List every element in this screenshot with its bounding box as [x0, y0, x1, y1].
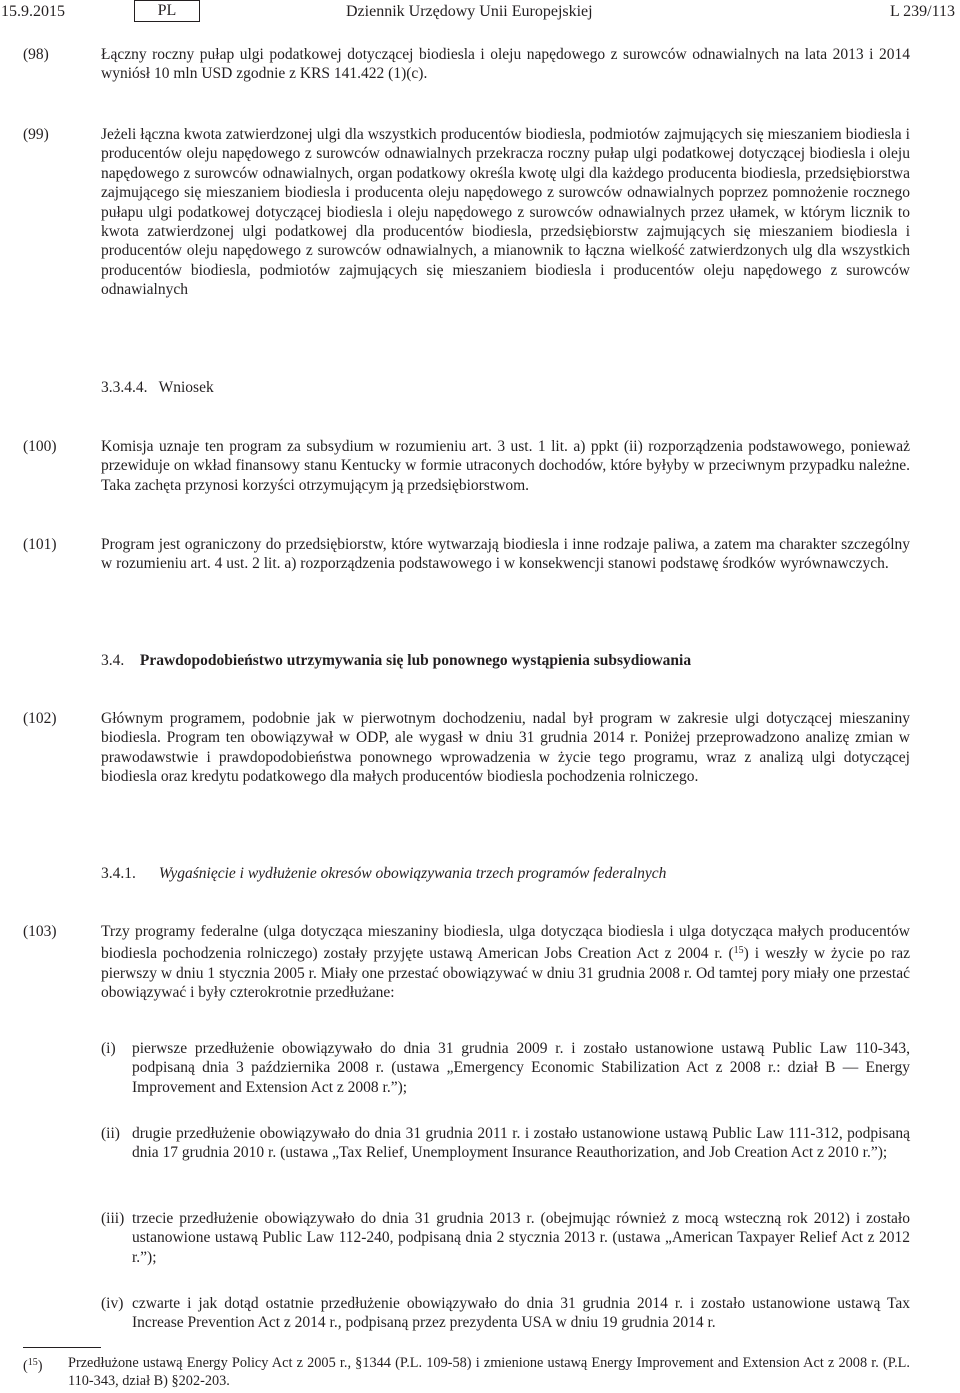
footnote-reference[interactable]: 15: [733, 945, 744, 957]
list-item-number: (iv): [101, 1295, 124, 1312]
list-item-number: (i): [101, 1040, 116, 1057]
list-item-text: czwarte i jak dotąd ostatnie przedłużenie obowiązywało do dnia 31 grudnia 2014 r. i zostało ustanowione ustawą Tax Increase Prevention Act z 2014 r., podpisaną przez prezydenta USA w dniu 19 grudnia 2014 r.: [132, 1295, 910, 1332]
paragraph-number: (100): [23, 438, 57, 455]
paragraph-text: Komisja uznaje ten program za subsydium w rozumieniu art. 3 ust. 1 lit. a) ppkt (ii) rozporządzenia podstawowego, ponieważ przewiduje on wkład finansowy stanu Kentucky w formie utraconych dochodów, które byłyby w przeciwnym przypadku należne. Taka zachęta przynosi korzyści otrzymującym ją przedsiębiorstwom.: [101, 438, 910, 494]
paragraph-99: [23, 125, 910, 300]
list-item-text: trzecie przedłużenie obowiązywało do dnia 31 grudnia 2013 r. (obejmując również z mocą wsteczną rok 2012) i zostało ustanowione ustawą Public Law 112-240, podpisaną dnia 2 stycznia 2013 r. (ustawa „American Taxpayer Relief Act z 2012 r.”);: [132, 1210, 910, 1266]
list-item: [101, 1209, 910, 1267]
heading-title: Wniosek: [158, 379, 214, 396]
paragraph-102: [23, 709, 910, 787]
paragraph-text: Głównym programem, podobnie jak w pierwotnym dochodzeniu, nadal był program w zakresie ulgi dotyczącej mieszaniny biodiesla. Program ten obowiązywał w ODP, ale wygasł w dniu 31 grudnia 2014 r. Poniżej przeprowadzono analizę zmian w prawodawstwie i prawdopodobieństwa ponownego wprowadzenia w życie tego programu, wraz z analizą ulgi dotyczącej biodiesla oraz kredytu podatkowego dla małych producentów biodiesla pochodzenia rolniczego.: [101, 710, 910, 786]
list-item-text: pierwsze przedłużenie obowiązywało do dnia 31 grudnia 2009 r. i zostało ustanowione ustawą Public Law 110-343, podpisaną dnia 3 października 2008 r. (ustawa „Emergency Economic Stabilization Act z 2008 r.: dział B — Energy Improvement and Extension Act z 2008 r.”);: [132, 1040, 910, 1096]
paragraph-text: Program jest ograniczony do przedsiębiorstw, które wytwarzają biodiesla i inne rodzaje paliwa, a zatem ma charakter szczególny w rozumieniu art. 4 ust. 2 lit. a) rozporządzenia podstawowego i w konsekwencji stanowi podstawę środków wyrównawczych.: [101, 536, 910, 573]
paragraph-number: (102): [23, 710, 57, 727]
heading-number: 3.4.1.: [101, 865, 136, 882]
paragraph-text: Łączny roczny pułap ulgi podatkowej dotyczącej biodiesla i oleju napędowego z surowców odnawialnych na lata 2013 i 2014 wyniósł 10 mln USD zgodnie z KRS 141.422 (1)(c).: [101, 46, 910, 83]
paragraph-103: [23, 922, 910, 1003]
paragraph-number: (99): [23, 126, 49, 143]
paragraph-text: Trzy programy federalne (ulga dotycząca mieszaniny biodiesla, ulga dotycząca biodiesla i ulga dotycząca małych producentów biodiesla pochodzenia rolniczego) zostały przyjęte ustawą American Jobs Creation Act z 2004 r. ($^{15}$) i weszły w życie po raz pierwszy w dniu 1 stycznia 2005 r. Miały one przestać obowiązywać w dniu 31 grudnia 2008 r. Od tamtej pory miały one przestać obowiązywać i były czterokrotnie przedłużane:: [101, 923, 910, 1002]
list-item-number: (iii): [101, 1210, 125, 1227]
paragraph-98: [23, 45, 910, 84]
footnote-15: [23, 1354, 910, 1390]
section-heading-3-4-1: [101, 864, 666, 883]
section-heading-3-4: [101, 651, 691, 670]
list-item: [101, 1124, 910, 1163]
heading-title: Wygaśnięcie i wydłużenie okresów obowiązywania trzech programów federalnych: [158, 865, 667, 882]
heading-title: Prawdopodobieństwo utrzymywania się lub ponownego wystąpienia subsydiowania: [139, 652, 692, 669]
paragraph-101: [23, 535, 910, 574]
paragraph-number: (103): [23, 923, 57, 940]
heading-number: 3.3.4.4.: [101, 379, 148, 396]
list-item: [101, 1039, 910, 1097]
paragraph-number: (101): [23, 536, 57, 553]
footnote-divider: [23, 1347, 101, 1348]
footnote-text: Przedłużone ustawą Energy Policy Act z 2005 r., §1344 (P.L. 109-58) i zmienione ustawą Energy Improvement and Extension Act z 2008 r. (P.L. 110-343, dział B) §202-203.: [68, 1355, 910, 1389]
list-item-text: drugie przedłużenie obowiązywało do dnia 31 grudnia 2011 r. i zostało ustanowione ustawą Public Law 111-312, podpisaną dnia 17 grudnia 2010 r. (ustawa „Tax Relief, Unemployment Insurance Reauthorization, and Job Creation Act z 2010 r.”);: [132, 1125, 910, 1162]
heading-number: 3.4.: [101, 652, 125, 669]
list-item-number: (ii): [101, 1125, 120, 1142]
list-item: [101, 1294, 910, 1333]
page-header: [0, 0, 960, 24]
publication-date: 15.9.2015: [1, 3, 65, 20]
language-code-box: PL: [134, 0, 200, 22]
footnote-number: ($^{15}$): [23, 1357, 43, 1374]
paragraph-number: (98): [23, 46, 49, 63]
paragraph-text: Jeżeli łączna kwota zatwierdzonej ulgi dla wszystkich producentów biodiesla, podmiotów zajmujących się mieszaniem biodiesla i producentów oleju napędowego z surowców odnawialnych przekracza roczny pułap ulgi podatkowej dotyczącej biodiesla i oleju napędowego z surowców odnawialnych, organ podatkowy określa kwotę ulgi dla każdego producenta biodiesla, przedsiębiorstwa zajmującego się mieszaniem biodiesla i producenta oleju napędowego z surowców odnawialnych poprzez pomnożenie rocznego pułapu ulgi podatkowej dotyczącej biodiesla i oleju napędowego z surowców odnawialnych przez ułamek, w którym licznik to kwota zatwierdzonej ulgi podatkowej dla producentów biodiesla, przedsiębiorstw zajmujących się mieszaniem biodiesla i producentów oleju napędowego z surowców odnawialnych, a mianownik to łączna wielkość zatwierdzonych ulg dla wszystkich producentów biodiesla, podmiotów zajmujących się mieszaniem biodiesla i producentów oleju napędowego z surowców odnawialnych: [101, 126, 910, 299]
journal-title: Dziennik Urzędowy Unii Europejskiej: [346, 3, 593, 20]
page-reference: L 239/113: [889, 3, 955, 20]
section-heading-3-3-4-4: [101, 378, 214, 397]
paragraph-100: [23, 437, 910, 495]
